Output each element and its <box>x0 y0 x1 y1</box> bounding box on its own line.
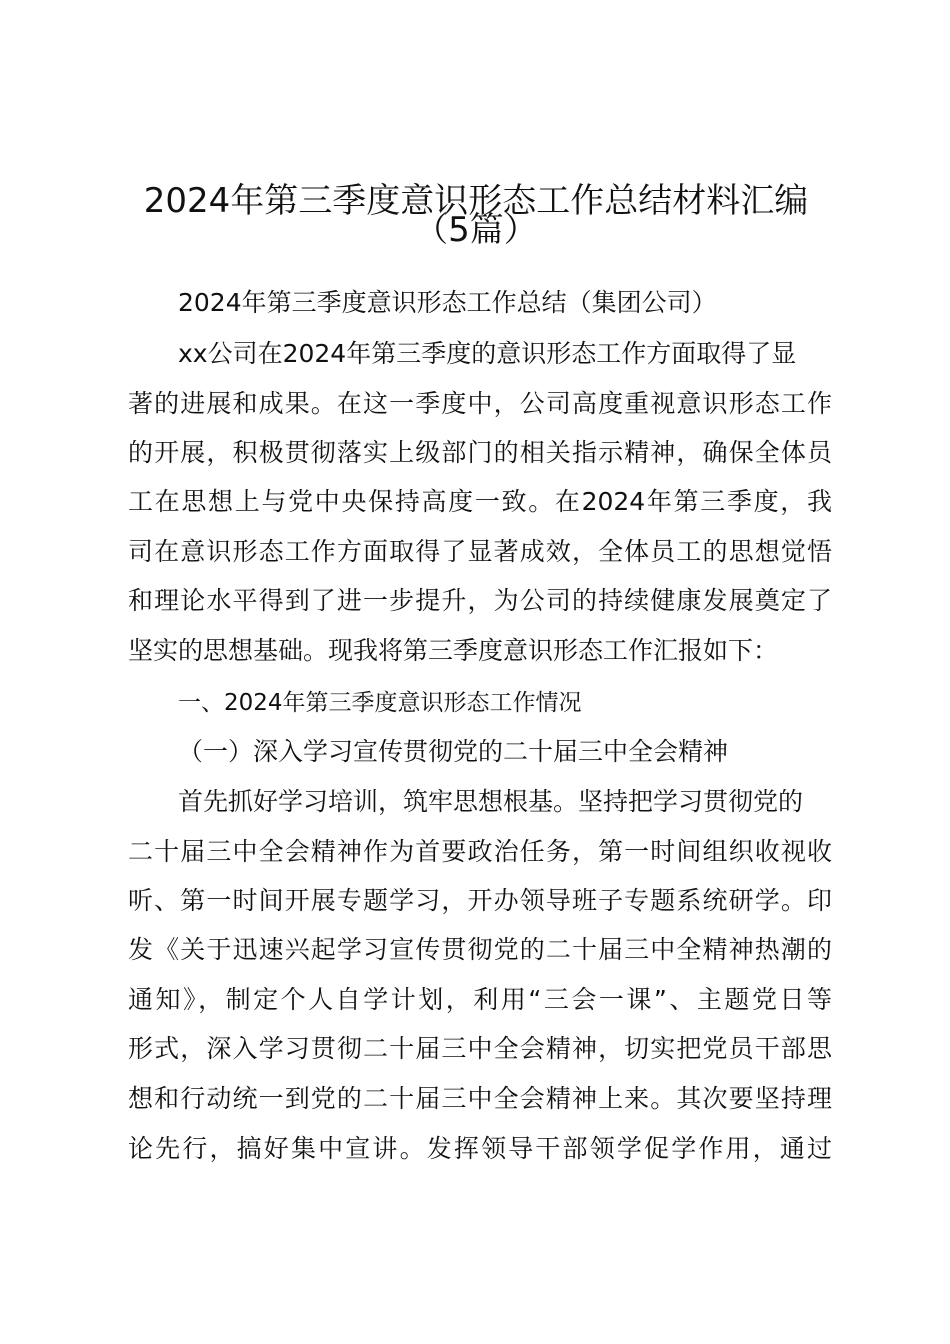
paragraph2-line: 通知》，制定个人自学计划，利用“三会一课”、主题党日等 <box>128 985 832 1014</box>
paragraph1-line: 和理论水平得到了进一步提升，为公司的持续健康发展奠定了 <box>128 586 832 615</box>
section-heading-2: （一）深入学习宣传贯彻党的二十届三中全会精神 <box>178 737 729 766</box>
paragraph1-line: 著的进展和成果。在这一季度中，公司高度重视意识形态工作 <box>128 389 832 418</box>
document-title-line1: 2024年第三季度意识形态工作总结材料汇编 <box>143 181 809 221</box>
paragraph1-line: 工在思想上与党中央保持高度一致。在2024年第三季度，我 <box>128 487 832 516</box>
paragraph2-line: 想和行动统一到党的二十届三中全会精神上来。其次要坚持理 <box>128 1084 832 1113</box>
paragraph1-line: xx公司在2024年第三季度的意识形态工作方面取得了显 <box>178 339 797 368</box>
paragraph2-line: 发《关于迅速兴起学习宣传贯彻党的二十届三中全精神热潮的 <box>128 935 832 964</box>
paragraph2-line: 二十届三中全会精神作为首要政治任务，第一时间组织收视收 <box>128 837 832 866</box>
paragraph1-line: 坚实的思想基础。现我将第三季度意识形态工作汇报如下： <box>128 636 779 665</box>
document-subtitle: 2024年第三季度意识形态工作总结（集团公司） <box>178 288 717 317</box>
paragraph1-line: 司在意识形态工作方面取得了显著成效，全体员工的思想觉悟 <box>128 537 832 566</box>
section-heading-1: 一、2024年第三季度意识形态工作情况 <box>178 690 582 716</box>
paragraph2-line: 首先抓好学习培训，筑牢思想根基。坚持把学习贯彻党的 <box>178 787 804 816</box>
paragraph2-line: 听、第一时间开展专题学习，开办领导班子专题系统研学。印 <box>128 886 832 915</box>
document-title-line2: （5篇） <box>414 210 538 250</box>
paragraph2-line: 论先行，搞好集中宣讲。发挥领导干部领学促学作用，通过 <box>128 1134 832 1163</box>
paragraph1-line: 的开展，积极贯彻落实上级部门的相关指示精神，确保全体员 <box>128 438 832 467</box>
paragraph2-line: 形式，深入学习贯彻二十届三中全会精神，切实把党员干部思 <box>128 1034 832 1063</box>
